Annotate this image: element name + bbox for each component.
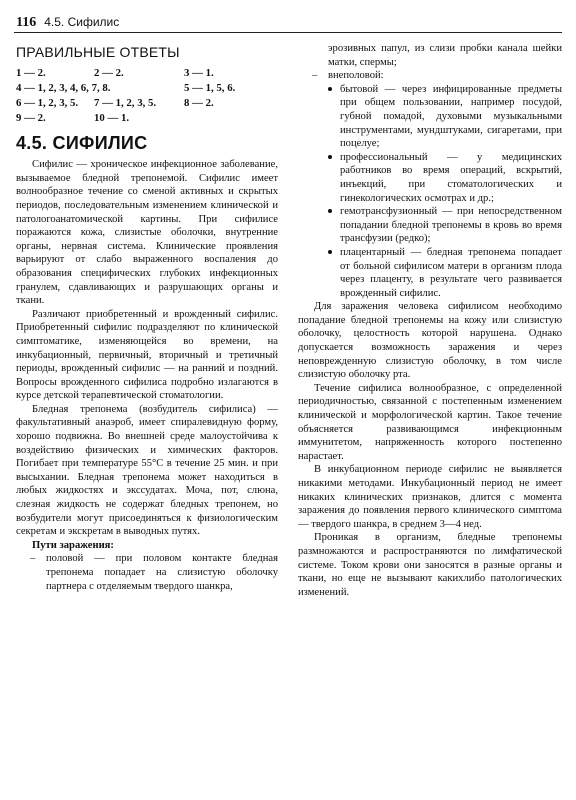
answer-cell: 4 — 1, 2, 3, 4, 6, 7, 8. xyxy=(16,81,111,94)
answer-cell: 2 — 2. xyxy=(94,66,124,79)
page-number: 116 xyxy=(16,15,37,30)
bullet-text: плацентарный — бледная трепонема попадает от больной сифилисом матери в организм плода через плаценту, в результате чего развивается врожденный сифилис. xyxy=(340,246,562,299)
answer-cell: 8 — 2. xyxy=(184,96,214,109)
dash-marker: – xyxy=(312,70,318,82)
paragraph: В инкубационном периоде сифилис не выявляется никакими методами. Инкубационный период не имеет никаких клинических признаков, длится с момента заражения до появления первого клинического симптома — твердого шанкра, в среднем 3—4 нед. xyxy=(298,464,562,530)
answer-cell: 1 — 2. xyxy=(16,66,46,79)
list-item xyxy=(298,69,562,83)
ways-heading: Пути заражения: xyxy=(32,539,114,551)
paragraph: Сифилис — хроническое инфекционное заболевание, вызываемое бледной трепонемой. Сифилис имеет волнообразное течение со сменой активных и скрытых периодов, последовательным изменением клинической и патологоанатомической картины. При сифилисе поражаются кожа, слизистые оболочки, внутренние органы, нервная система. Клинические проявления варьируют от слабо выраженного воспаления до образования специфических глубоких инфекционных гранулем, сдавливающих и разрушающих органы и ткани. xyxy=(16,159,278,307)
bullet-text: гемотрансфузионный — при непосредственном попадании бледной трепонемы в кровь во время трансфузии (редко); xyxy=(340,206,562,245)
answer-cell: 6 — 1, 2, 3, 5. xyxy=(16,96,79,109)
bullet-item xyxy=(298,246,562,300)
bullet-icon xyxy=(328,87,332,91)
bullet-text: бытовой — через инфицированные предметы при общем пользовании, например посудой, губной помадой, духовыми музыкальными инструментами, мундштуками, сигаретами, при поцелуе; xyxy=(340,83,562,150)
list-item-text: внеполовой: xyxy=(328,70,384,82)
header-rule xyxy=(14,32,562,33)
bullet-item xyxy=(298,205,562,246)
paragraph: Бледная трепонема (возбудитель сифилиса) — факультативный анаэроб, имеет спиралевидную форму, хорошо подвижна. Во внешней среде малоустойчива к воздействию физических и химических факторов. Погибает при температуре 55°С в течение 25 мин. и при высыхании. Бледная трепонема может находиться в любых жидкостях и экссудатах. Моча, пот, слюна, слезная жидкость не содержат бледных трепонем, но возбудители могут присоединяться к физиологическим секретам и экскретам в выводных путях. xyxy=(16,403,278,538)
bullet-icon xyxy=(328,209,332,213)
answer-cell: 10 — 1. xyxy=(94,111,130,124)
right-column xyxy=(298,42,562,599)
paragraph: Проникая в организм, бледные трепонемы размножаются и распространяются по лимфатической системе. Током крови они заносятся в разные органы и ткани, но еще не вызывают какихлибо патологических изменений. xyxy=(298,532,562,598)
answer-cell: 7 — 1, 2, 3, 5. xyxy=(94,96,157,109)
running-header xyxy=(16,13,561,31)
list-item-continuation: эрозивных папул, из слизи пробки канала шейки матки, спермы; xyxy=(328,43,562,68)
bullet-item xyxy=(298,83,562,151)
answer-cell: 5 — 1, 5, 6. xyxy=(184,81,236,94)
dash-marker: – xyxy=(30,553,36,565)
bullet-text: профессиональный — у медицинских работников во время операций, вскрытий, инъекций, при стоматологических и гинекологических осмотрах и др.; xyxy=(340,151,562,204)
bullet-icon xyxy=(328,155,332,159)
list-item-text: половой — при половом контакте бледная трепонема попадает на слизистую оболочку партнера с отделяемым твердого шанкра, xyxy=(46,553,278,592)
paragraph: Течение сифилиса волнообразное, с определенной периодичностью, связанной с постепенным изменением клинической и морфологической картин. Такое течение объясняется развивающимся инфекционным иммунитетом, напряженность которого постепенно нарастает. xyxy=(298,382,562,462)
running-title: 4.5. Сифилис xyxy=(44,15,120,29)
paragraph: Для заражения человека сифилисом необходимо попадание бледной трепонемы на кожу или слизистую оболочку, целостность которой нарушена. Однако допускается возможность заражения и через неповрежденную слизистую оболочку, в том числе слизистую оболочку рта. xyxy=(298,301,562,381)
left-column xyxy=(16,42,278,593)
list-item xyxy=(16,552,278,593)
answers-grid xyxy=(16,66,278,125)
answer-cell: 9 — 2. xyxy=(16,111,46,124)
paragraph: Различают приобретенный и врожденный сифилис. Приобретенный сифилис подразделяют по клинической симптоматике, изменяющейся во времени, на инкубационный, первичный, вторичный и третичный периоды, врожденный сифилис — на ранний и поздний. Вопросы врожденного сифилиса подробно излагаются в курсе детской терапевтической стоматологии. xyxy=(16,308,278,402)
section-title: 4.5. СИФИЛИС xyxy=(16,132,148,153)
bullet-item xyxy=(298,151,562,205)
bullet-icon xyxy=(328,250,332,254)
answer-cell: 3 — 1. xyxy=(184,66,214,79)
answers-title: ПРАВИЛЬНЫЕ ОТВЕТЫ xyxy=(16,44,180,60)
